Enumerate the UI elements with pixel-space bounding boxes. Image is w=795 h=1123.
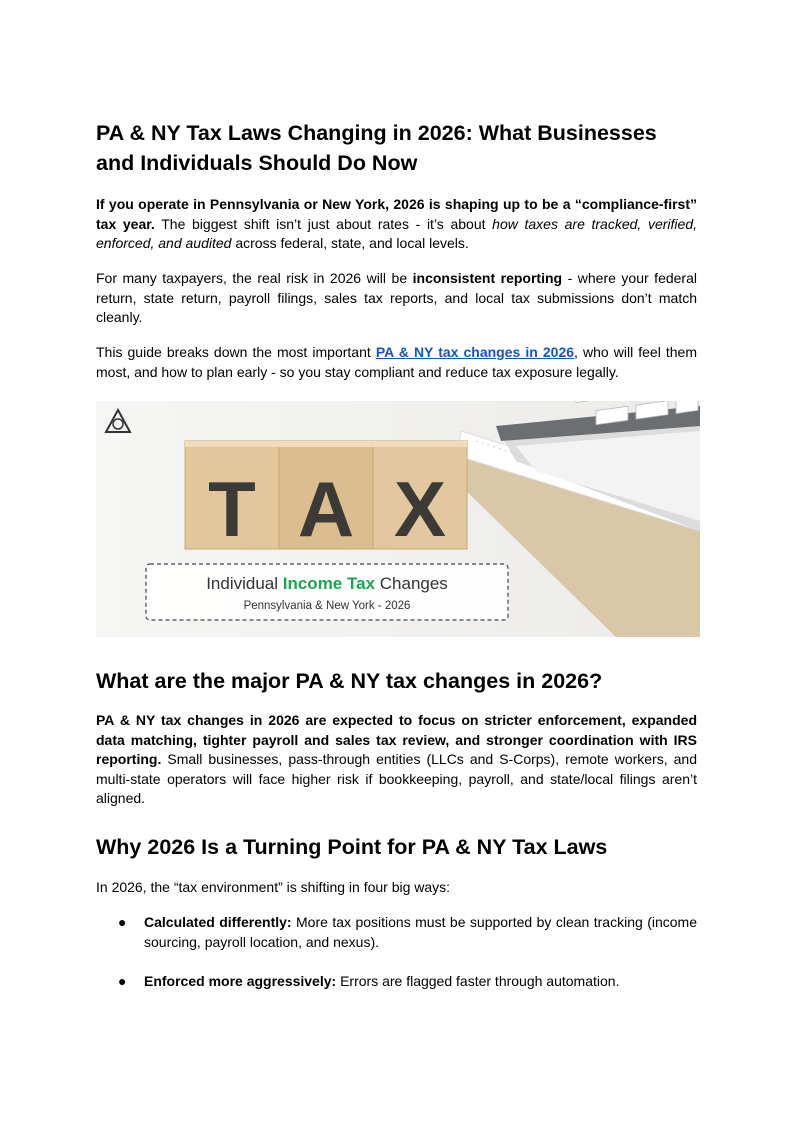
- caption-highlight: Income Tax: [282, 574, 376, 593]
- intro-bold: If you operate in Pennsylvania or New York, 2026 is shaping up to be a “compliance-first” tax year.: [96, 196, 697, 232]
- block-letter-t: T: [208, 465, 256, 553]
- list-item-bold: Calculated differently:: [144, 914, 292, 930]
- hero-illustration: [96, 401, 700, 637]
- section1-bold: PA & NY tax changes in 2026 are expected to focus on stricter enforcement, expanded data matching, tighter payroll and sales tax review, and stronger coordination with IRS reporting.: [96, 712, 697, 767]
- intro-text: The biggest shift isn’t just about rates - it’s about: [154, 215, 493, 232]
- list-item: [96, 913, 697, 952]
- list-item-text: Errors are flagged faster through automation.: [336, 972, 620, 989]
- block-letter-x: X: [393, 465, 447, 553]
- section2-heading: Why 2026 Is a Turning Point for PA & NY Tax Laws: [96, 835, 608, 859]
- hero-image: [96, 401, 700, 637]
- tax-changes-link[interactable]: PA & NY tax changes in 2026: [375, 344, 575, 360]
- section1-paragraph: [96, 711, 697, 809]
- caption-post: Changes: [375, 574, 448, 593]
- list-item-bold: Enforced more aggressively:: [144, 972, 337, 989]
- p3-end: , who will feel them most, and how to plan early - so you stay compliant and reduce tax exposure legally.: [96, 344, 698, 380]
- list-item-text: More tax positions must be supported by clean tracking (income sourcing, payroll location, and nexus).: [144, 914, 697, 950]
- list-item: [96, 972, 697, 992]
- caption-subtitle: Pennsylvania & New York - 2026: [243, 600, 411, 612]
- caption-pre: Individual: [206, 574, 283, 593]
- section2-intro: In 2026, the “tax environment” is shifting in four big ways:: [96, 879, 451, 895]
- intro-paragraph-2: [96, 269, 697, 328]
- section1-text: Small businesses, pass-through entities (LLCs and S-Corps), remote workers, and multi-state operators will face higher risk if bookkeeping, payroll, and state/local filings aren’t aligned.: [96, 751, 697, 806]
- page-title: PA & NY Tax Laws Changing in 2026: What Businesses and Individuals Should Do Now: [96, 121, 657, 175]
- intro-italic: how taxes are tracked, verified, enforced, and audited: [96, 215, 697, 251]
- intro-paragraph-3: [96, 343, 697, 382]
- block-letter-a: A: [297, 465, 355, 553]
- bullet-icon: ●: [118, 914, 127, 930]
- change-list: [96, 913, 697, 1011]
- p2-bold: inconsistent reporting: [412, 270, 563, 286]
- caption-title: [206, 574, 448, 593]
- intro-paragraph-1: [96, 195, 697, 254]
- p2-end: - where your federal return, state return, payroll filings, sales tax reports, and local tax submissions don’t match cleanly.: [96, 270, 697, 325]
- p2-start: For many taxpayers, the real risk in 2026 will be: [96, 270, 413, 286]
- intro-end: across federal, state, and local levels.: [231, 235, 469, 251]
- section1-heading: What are the major PA & NY tax changes in 2026?: [96, 669, 603, 693]
- p3-start: This guide breaks down the most important: [96, 344, 376, 360]
- bullet-icon: ●: [118, 972, 127, 989]
